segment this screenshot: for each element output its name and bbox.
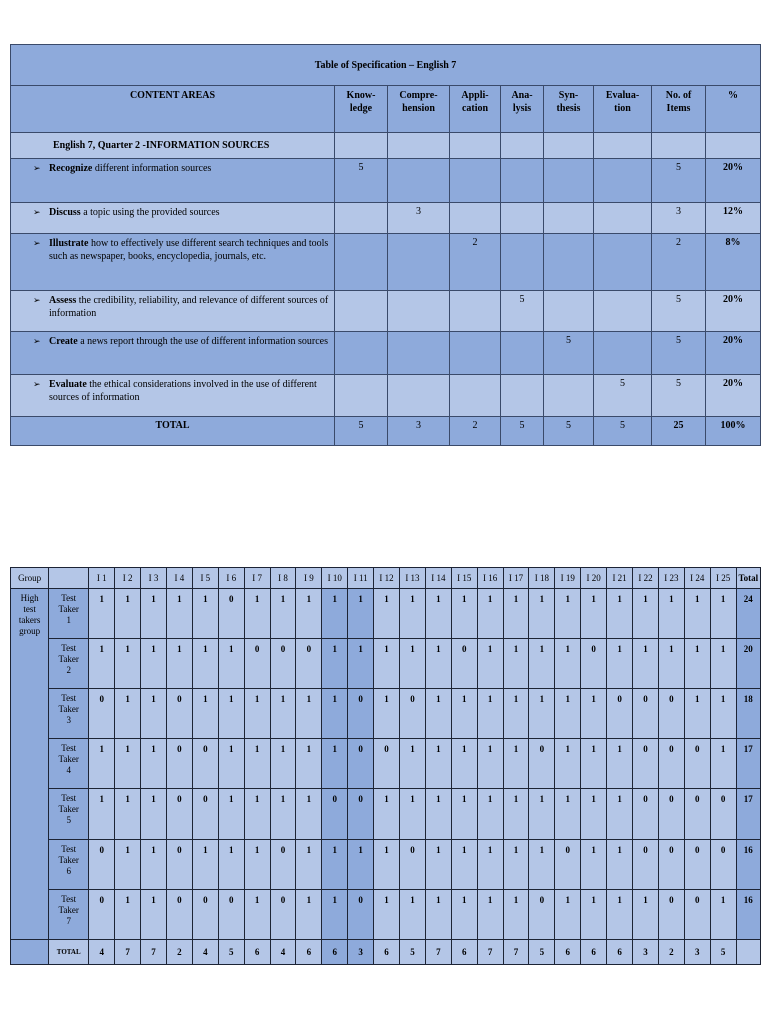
score-cell: 1 (607, 839, 633, 889)
score-cell: 1 (633, 639, 659, 689)
objective-row: ➢ Recognize different information sources 5 5 20% (11, 158, 761, 202)
taker-header (49, 568, 89, 589)
score-cell: 0 (684, 739, 710, 789)
arrow-bullet-icon: ➢ (33, 237, 41, 248)
header-evaluation: Evalua- tion (594, 86, 652, 133)
header-knowledge: Know- ledge (335, 86, 388, 133)
score-cell: 0 (348, 789, 374, 839)
taker-row (11, 588, 761, 638)
score-cell: 0 (633, 789, 659, 839)
score-cell: 1 (710, 739, 736, 789)
score-cell: 0 (270, 639, 296, 689)
score-cell: 1 (633, 588, 659, 638)
score-cell: 1 (322, 689, 348, 739)
test-taker-label: Test Taker 6 (49, 839, 89, 889)
objective-row: ➢ Discuss a topic using the provided sources 3 3 12% (11, 202, 761, 233)
score-cell: 0 (348, 739, 374, 789)
score-cell: 0 (244, 639, 270, 689)
score-cell: 1 (529, 639, 555, 689)
score-cell: 1 (503, 739, 529, 789)
score-cell: 1 (89, 639, 115, 689)
header-percent: % (706, 86, 761, 133)
item-header: I 24 (684, 568, 710, 589)
score-cell: 1 (218, 739, 244, 789)
item-header: I 17 (503, 568, 529, 589)
item-header: I 7 (244, 568, 270, 589)
score-cell: 1 (400, 588, 426, 638)
score-cell: 1 (115, 839, 141, 889)
score-cell: 0 (192, 739, 218, 789)
header-analysis: Ana- lysis (501, 86, 544, 133)
item-header: I 23 (658, 568, 684, 589)
totals-label: TOTAL (49, 939, 89, 964)
score-cell: 1 (684, 588, 710, 638)
item-header: I 8 (270, 568, 296, 589)
score-cell: 0 (89, 889, 115, 939)
item-header: I 5 (192, 568, 218, 589)
objective-text: ➢ Recognize different information sources (11, 158, 335, 202)
taker-row (11, 839, 761, 889)
table-of-specification (10, 44, 761, 446)
item-header: I 2 (115, 568, 141, 589)
score-cell: 0 (451, 639, 477, 689)
score-cell: 1 (218, 689, 244, 739)
item-total: 6 (296, 939, 322, 964)
section-title: English 7, Quarter 2 -INFORMATION SOURCES (11, 133, 335, 158)
score-cell: 1 (115, 789, 141, 839)
objective-text: ➢ Evaluate the ethical considerations involved in the use of different sources of information (11, 374, 335, 416)
objective-text: ➢ Discuss a topic using the provided sources (11, 202, 335, 233)
score-cell: 1 (296, 789, 322, 839)
score-cell: 1 (503, 839, 529, 889)
score-cell: 1 (115, 588, 141, 638)
group-label: High test takers group (11, 588, 49, 939)
score-cell: 0 (684, 839, 710, 889)
score-cell: 1 (115, 639, 141, 689)
objective-row: ➢ Evaluate the ethical considerations involved in the use of different sources of information 5 5 20% (11, 374, 761, 416)
score-cell: 1 (451, 889, 477, 939)
score-cell: 1 (710, 639, 736, 689)
score-cell: 1 (244, 789, 270, 839)
score-cell: 1 (348, 839, 374, 889)
score-cell: 0 (607, 689, 633, 739)
item-total: 3 (684, 939, 710, 964)
score-cell: 1 (503, 639, 529, 689)
score-cell: 1 (581, 889, 607, 939)
score-cell: 1 (141, 839, 167, 889)
score-cell: 1 (581, 588, 607, 638)
score-cell: 1 (529, 789, 555, 839)
item-header: I 20 (581, 568, 607, 589)
score-cell: 0 (166, 739, 192, 789)
header-no-of-items: No. of Items (652, 86, 706, 133)
score-cell: 1 (555, 889, 581, 939)
score-cell: 0 (166, 889, 192, 939)
score-cell: 1 (270, 588, 296, 638)
item-total: 7 (503, 939, 529, 964)
item-total: 5 (218, 939, 244, 964)
score-cell: 1 (244, 689, 270, 739)
score-cell: 1 (244, 839, 270, 889)
item-header: I 16 (477, 568, 503, 589)
taker-row (11, 739, 761, 789)
item-total: 3 (633, 939, 659, 964)
score-cell: 1 (322, 889, 348, 939)
arrow-bullet-icon: ➢ (33, 378, 41, 389)
score-cell: 1 (710, 689, 736, 739)
score-cell: 1 (400, 639, 426, 689)
score-cell: 1 (425, 789, 451, 839)
item-total: 7 (115, 939, 141, 964)
score-cell: 1 (192, 689, 218, 739)
score-cell: 1 (322, 588, 348, 638)
item-header: I 1 (89, 568, 115, 589)
score-cell: 1 (477, 789, 503, 839)
taker-row (11, 639, 761, 689)
item-total: 6 (322, 939, 348, 964)
tos-title: Table of Specification – English 7 (11, 45, 761, 86)
arrow-bullet-icon: ➢ (33, 336, 41, 347)
item-header: I 22 (633, 568, 659, 589)
totals-empty (11, 939, 49, 964)
total-header: Total (736, 568, 760, 589)
item-total: 7 (477, 939, 503, 964)
score-cell: 1 (633, 889, 659, 939)
score-cell: 1 (374, 588, 400, 638)
item-header: I 21 (607, 568, 633, 589)
score-cell: 1 (658, 639, 684, 689)
score-cell: 1 (218, 789, 244, 839)
score-cell: 0 (555, 839, 581, 889)
item-total: 4 (192, 939, 218, 964)
tos-total-row: TOTAL 5 3 2 5 5 5 25 100% (11, 416, 761, 445)
item-total: 5 (400, 939, 426, 964)
score-cell: 1 (451, 739, 477, 789)
test-taker-label: Test Taker 1 (49, 588, 89, 638)
score-cell: 1 (192, 588, 218, 638)
score-cell: 1 (503, 789, 529, 839)
score-cell: 0 (633, 689, 659, 739)
score-cell: 1 (451, 689, 477, 739)
score-cell: 1 (477, 839, 503, 889)
item-total: 6 (581, 939, 607, 964)
total-label: TOTAL (11, 416, 335, 445)
taker-total: 20 (736, 639, 760, 689)
score-cell: 1 (296, 839, 322, 889)
score-cell: 1 (425, 639, 451, 689)
score-cell: 1 (555, 739, 581, 789)
score-cell: 1 (166, 588, 192, 638)
test-taker-label: Test Taker 2 (49, 639, 89, 689)
test-taker-label: Test Taker 5 (49, 789, 89, 839)
score-cell: 1 (581, 839, 607, 889)
group-header: Group (11, 568, 49, 589)
item-total: 5 (529, 939, 555, 964)
score-cell: 1 (607, 889, 633, 939)
score-cell: 1 (581, 739, 607, 789)
items-totals-row (11, 939, 761, 964)
score-cell: 1 (322, 739, 348, 789)
score-cell: 1 (607, 639, 633, 689)
score-cell: 1 (400, 789, 426, 839)
item-total: 7 (425, 939, 451, 964)
score-cell: 1 (141, 789, 167, 839)
score-cell: 1 (141, 889, 167, 939)
score-cell: 1 (270, 739, 296, 789)
score-cell: 1 (115, 689, 141, 739)
score-cell: 1 (555, 789, 581, 839)
score-cell: 0 (658, 889, 684, 939)
item-total: 4 (89, 939, 115, 964)
score-cell: 0 (374, 739, 400, 789)
item-analysis-table (10, 567, 761, 965)
score-cell: 1 (503, 889, 529, 939)
score-cell: 0 (710, 839, 736, 889)
score-cell: 1 (322, 639, 348, 689)
score-cell: 0 (270, 839, 296, 889)
score-cell: 0 (400, 689, 426, 739)
objective-row: ➢ Create a news report through the use of different information sources 5 5 20% (11, 332, 761, 374)
score-cell: 1 (218, 639, 244, 689)
test-taker-label: Test Taker 4 (49, 739, 89, 789)
objective-text: ➢ Assess the credibility, reliability, and relevance of different sources of information (11, 291, 335, 332)
score-cell: 1 (192, 639, 218, 689)
item-total: 6 (607, 939, 633, 964)
score-cell: 1 (607, 588, 633, 638)
score-cell: 0 (633, 839, 659, 889)
taker-row (11, 689, 761, 739)
test-taker-label: Test Taker 7 (49, 889, 89, 939)
score-cell: 1 (115, 889, 141, 939)
item-header: I 11 (348, 568, 374, 589)
score-cell: 0 (710, 789, 736, 839)
score-cell: 1 (244, 739, 270, 789)
score-cell: 1 (684, 639, 710, 689)
score-cell: 0 (270, 889, 296, 939)
score-cell: 1 (270, 689, 296, 739)
item-header: I 18 (529, 568, 555, 589)
arrow-bullet-icon: ➢ (33, 295, 41, 306)
score-cell: 1 (529, 689, 555, 739)
score-cell: 1 (374, 889, 400, 939)
score-cell: 1 (400, 889, 426, 939)
score-cell: 0 (633, 739, 659, 789)
grand-total (736, 939, 760, 964)
score-cell: 0 (89, 839, 115, 889)
objective-text: ➢ Illustrate how to effectively use different search techniques and tools such as newspaper, books, encyclopedia, journals, etc. (11, 233, 335, 290)
item-header: I 15 (451, 568, 477, 589)
arrow-bullet-icon: ➢ (33, 162, 41, 173)
score-cell: 1 (477, 588, 503, 638)
score-cell: 1 (477, 739, 503, 789)
score-cell: 1 (529, 588, 555, 638)
score-cell: 1 (607, 789, 633, 839)
score-cell: 1 (141, 739, 167, 789)
score-cell: 1 (451, 789, 477, 839)
score-cell: 0 (192, 889, 218, 939)
score-cell: 1 (141, 639, 167, 689)
score-cell: 1 (425, 588, 451, 638)
score-cell: 1 (477, 639, 503, 689)
score-cell: 1 (322, 839, 348, 889)
score-cell: 1 (555, 689, 581, 739)
score-cell: 1 (607, 739, 633, 789)
score-cell: 1 (348, 639, 374, 689)
item-header: I 19 (555, 568, 581, 589)
score-cell: 1 (710, 588, 736, 638)
taker-total: 24 (736, 588, 760, 638)
score-cell: 0 (166, 789, 192, 839)
score-cell: 1 (658, 588, 684, 638)
score-cell: 1 (425, 889, 451, 939)
score-cell: 0 (658, 739, 684, 789)
header-comprehension: Compre- hension (388, 86, 450, 133)
item-header: I 9 (296, 568, 322, 589)
item-total: 6 (244, 939, 270, 964)
item-header: I 10 (322, 568, 348, 589)
score-cell: 0 (218, 588, 244, 638)
item-total: 2 (166, 939, 192, 964)
score-cell: 1 (451, 839, 477, 889)
score-cell: 0 (348, 889, 374, 939)
score-cell: 0 (684, 889, 710, 939)
taker-total: 17 (736, 739, 760, 789)
taker-row (11, 789, 761, 839)
item-total: 4 (270, 939, 296, 964)
taker-total: 16 (736, 839, 760, 889)
score-cell: 1 (555, 588, 581, 638)
score-cell: 0 (684, 789, 710, 839)
score-cell: 0 (529, 889, 555, 939)
item-header: I 25 (710, 568, 736, 589)
score-cell: 0 (581, 639, 607, 689)
score-cell: 0 (658, 789, 684, 839)
score-cell: 0 (400, 839, 426, 889)
score-cell: 0 (658, 689, 684, 739)
score-cell: 1 (374, 789, 400, 839)
taker-total: 16 (736, 889, 760, 939)
score-cell: 1 (555, 639, 581, 689)
score-cell: 1 (244, 889, 270, 939)
item-header: I 6 (218, 568, 244, 589)
score-cell: 0 (658, 839, 684, 889)
score-cell: 0 (348, 689, 374, 739)
score-cell: 1 (374, 689, 400, 739)
objective-text: ➢ Create a news report through the use of different information sources (11, 332, 335, 374)
score-cell: 1 (374, 839, 400, 889)
score-cell: 1 (581, 689, 607, 739)
item-header: I 12 (374, 568, 400, 589)
score-cell: 1 (451, 588, 477, 638)
score-cell: 1 (684, 689, 710, 739)
score-cell: 0 (322, 789, 348, 839)
score-cell: 1 (166, 639, 192, 689)
taker-total: 18 (736, 689, 760, 739)
item-total: 5 (710, 939, 736, 964)
item-header: I 4 (166, 568, 192, 589)
score-cell: 0 (296, 639, 322, 689)
header-synthesis: Syn- thesis (544, 86, 594, 133)
item-header: I 13 (400, 568, 426, 589)
score-cell: 1 (296, 689, 322, 739)
score-cell: 0 (218, 889, 244, 939)
score-cell: 0 (166, 839, 192, 889)
items-header-row (11, 568, 761, 589)
score-cell: 1 (296, 739, 322, 789)
score-cell: 1 (503, 588, 529, 638)
score-cell: 1 (115, 739, 141, 789)
score-cell: 1 (296, 588, 322, 638)
item-total: 6 (555, 939, 581, 964)
item-total: 7 (141, 939, 167, 964)
score-cell: 1 (477, 889, 503, 939)
score-cell: 1 (710, 889, 736, 939)
score-cell: 1 (89, 739, 115, 789)
item-header: I 3 (141, 568, 167, 589)
score-cell: 1 (218, 839, 244, 889)
score-cell: 1 (192, 839, 218, 889)
header-application: Appli- cation (450, 86, 501, 133)
score-cell: 1 (425, 739, 451, 789)
score-cell: 1 (503, 689, 529, 739)
score-cell: 0 (192, 789, 218, 839)
score-cell: 1 (529, 839, 555, 889)
score-cell: 0 (166, 689, 192, 739)
score-cell: 1 (296, 889, 322, 939)
score-cell: 1 (141, 689, 167, 739)
score-cell: 1 (270, 789, 296, 839)
score-cell: 1 (374, 639, 400, 689)
score-cell: 1 (425, 839, 451, 889)
objective-row: ➢ Assess the credibility, reliability, and relevance of different sources of information 5 5 20% (11, 291, 761, 332)
score-cell: 0 (529, 739, 555, 789)
item-total: 6 (374, 939, 400, 964)
item-total: 3 (348, 939, 374, 964)
test-taker-label: Test Taker 3 (49, 689, 89, 739)
item-header: I 14 (425, 568, 451, 589)
score-cell: 1 (400, 739, 426, 789)
score-cell: 0 (89, 689, 115, 739)
objective-row: ➢ Illustrate how to effectively use different search techniques and tools such as newspaper, books, encyclopedia, journals, etc. 2 2 8% (11, 233, 761, 290)
score-cell: 1 (89, 789, 115, 839)
score-cell: 1 (581, 789, 607, 839)
item-total: 6 (451, 939, 477, 964)
score-cell: 1 (141, 588, 167, 638)
score-cell: 1 (244, 588, 270, 638)
header-content-areas: CONTENT AREAS (11, 86, 335, 133)
score-cell: 1 (89, 588, 115, 638)
arrow-bullet-icon: ➢ (33, 206, 41, 217)
score-cell: 1 (348, 588, 374, 638)
score-cell: 1 (425, 689, 451, 739)
taker-total: 17 (736, 789, 760, 839)
taker-row (11, 889, 761, 939)
score-cell: 1 (477, 689, 503, 739)
item-total: 2 (658, 939, 684, 964)
